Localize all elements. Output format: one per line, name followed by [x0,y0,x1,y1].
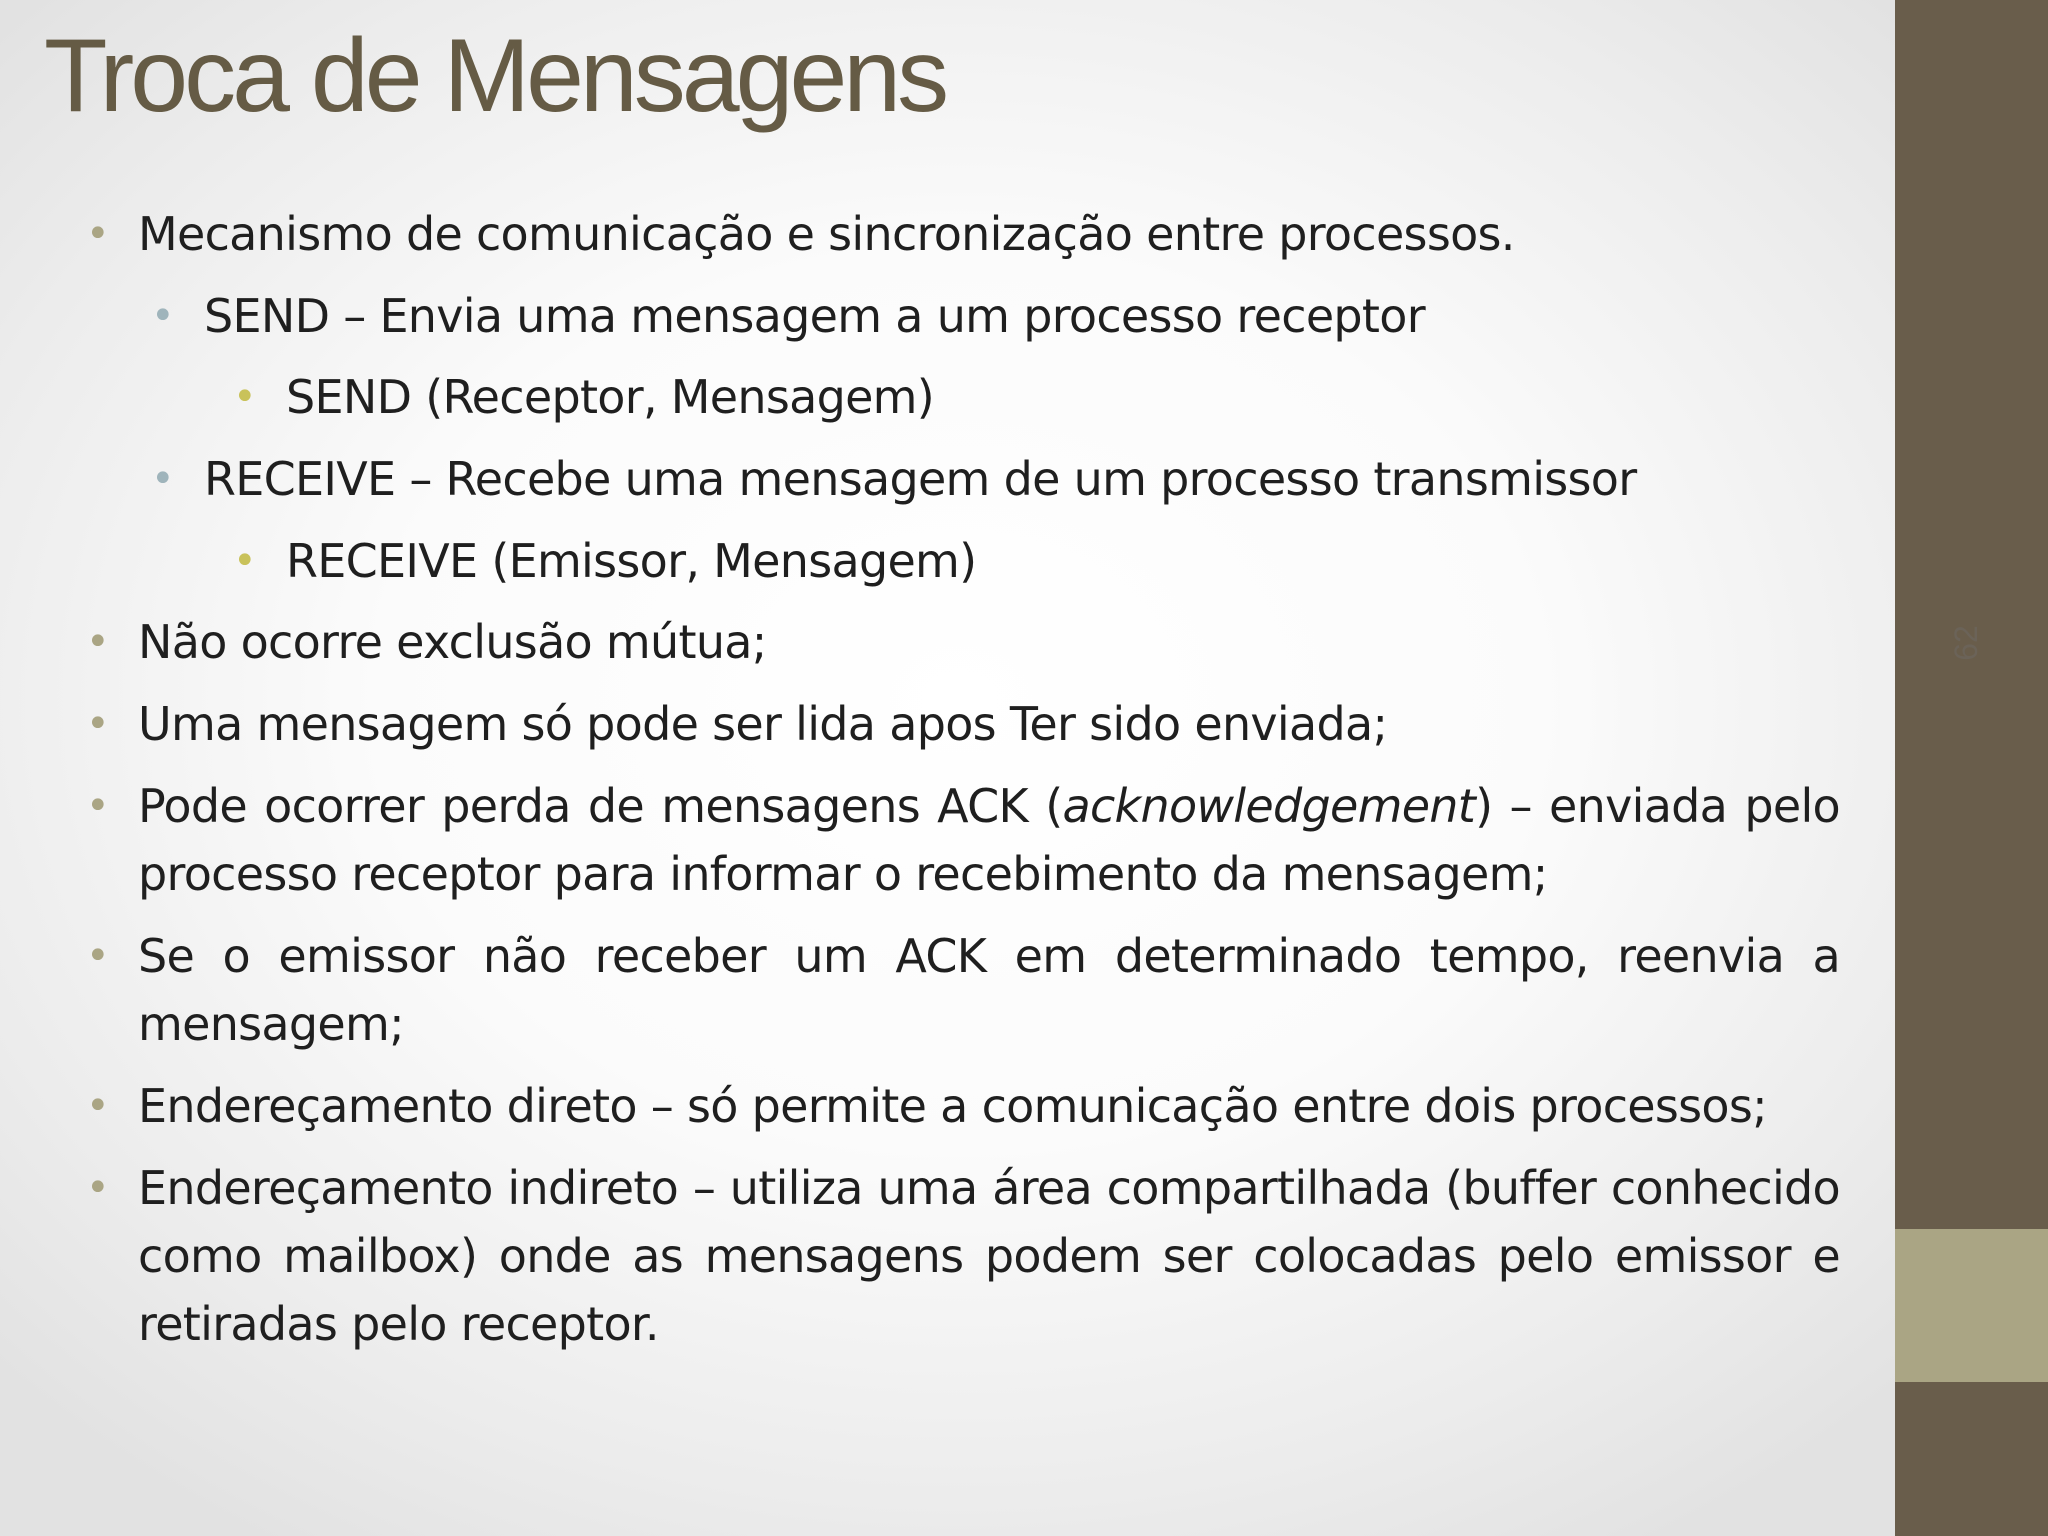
bullet-dot: • [86,701,110,747]
bullet-text-part: ) – enviada pelo processo receptor para informar o recebimento da mensagem; [138,779,1840,901]
bullet-item [138,772,1840,908]
bullet-item [138,690,1387,758]
bullet-text: Endereçamento indireto – utiliza uma área compartilhada (buffer conhecido como mailbox) onde as mensagens podem ser colocadas pelo emissor e retiradas pelo receptor. [138,1161,1840,1351]
bullet-text: Não ocorre exclusão mútua; [138,615,767,669]
slide-title: Troca de Mensagens [44,18,946,134]
bullet-dot: • [86,619,110,665]
bullet-dot: • [151,293,175,339]
bullet-dot: • [86,933,110,979]
bullet-item [138,922,1840,1058]
bullet-text: Se o emissor não receber um ACK em determinado tempo, reenvia a mensagem; [138,929,1840,1051]
bullet-text-italic: acknowledgement [1062,779,1476,833]
bullet-text-part: Pode ocorrer perda de mensagens ACK ( [138,779,1063,833]
bullet-text: Uma mensagem só pode ser lida apos Ter sido enviada; [138,697,1388,751]
bullet-dot: • [86,1083,110,1129]
bullet-dot: • [233,374,257,420]
bullet-item [138,1072,1767,1140]
bullet-dot: • [151,456,175,502]
bullet-dot: • [86,1165,110,1211]
sidebar-accent-block [1895,1229,2048,1382]
bullet-dot: • [233,538,257,584]
bullet-item [286,363,934,431]
bullet-dot: • [86,783,110,829]
slide-number-text: 62 [1948,625,1984,661]
bullet-text: SEND (Receptor, Mensagem) [286,370,935,424]
bullet-text: Mecanismo de comunicação e sincronização entre processos. [138,207,1515,261]
bullet-item [204,445,1636,513]
bullet-item [138,200,1515,268]
bullet-text: RECEIVE (Emissor, Mensagem) [286,534,977,588]
bullet-text: Endereçamento direto – só permite a comunicação entre dois processos; [138,1079,1767,1133]
bullet-item [138,1154,1840,1358]
bullet-text [138,772,1840,908]
bullet-dot: • [86,211,110,257]
bullet-text: RECEIVE – Recebe uma mensagem de um processo transmissor [204,452,1637,506]
bullet-item [138,608,767,676]
bullet-text: SEND – Envia uma mensagem a um processo receptor [204,289,1425,343]
bullet-item [204,282,1425,350]
bullet-item [286,527,976,595]
